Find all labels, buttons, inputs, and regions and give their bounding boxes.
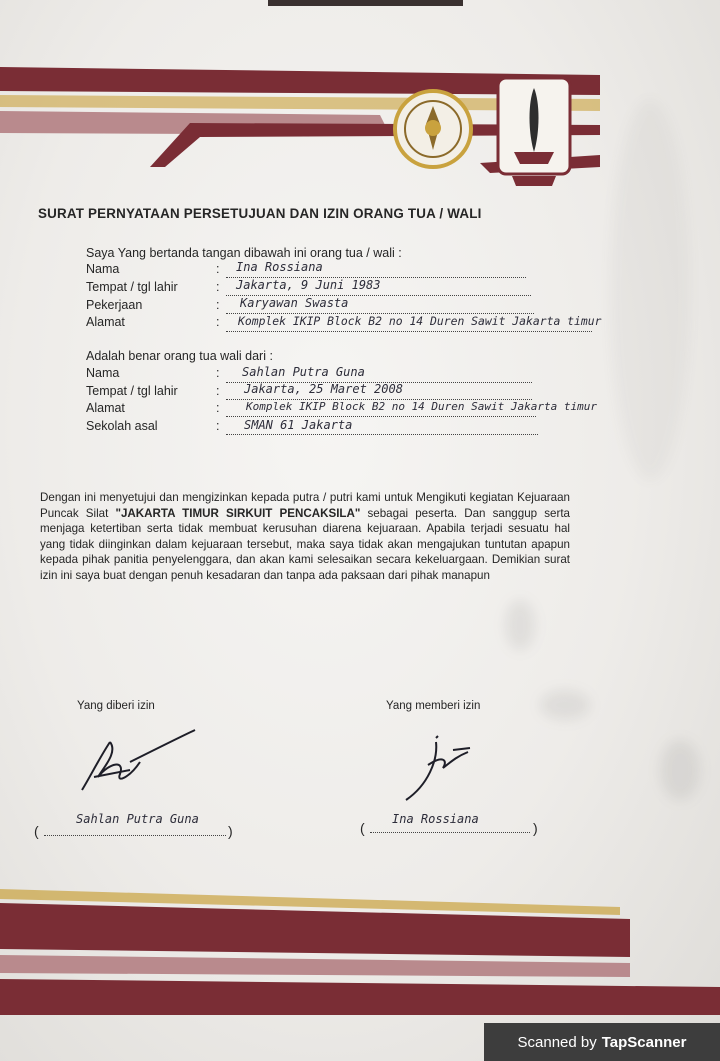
parent-name-value: Ina Rossiana <box>236 260 323 274</box>
colon: : <box>216 298 220 312</box>
dotted-line <box>226 331 592 332</box>
statement-paragraph <box>40 490 570 584</box>
child-address-value: Komplek IKIP Block B2 no 14 Duren Sawit Jakarta timur <box>246 400 597 413</box>
open-paren: ( <box>360 820 365 836</box>
scanner-brand: TapScanner <box>601 1033 687 1051</box>
child-intro-text: Adalah benar orang tua wali dari : <box>86 349 273 363</box>
child-birth-value: Jakarta, 25 Maret 2008 <box>244 382 403 396</box>
parent-name-label: Nama <box>86 262 120 276</box>
signature-left-title: Yang diberi izin <box>77 700 155 712</box>
child-address-label: Alamat <box>86 401 125 415</box>
statement-part1: Dengan ini menyetujui dan mengizinkan kepada putra / putri kami untuk Mengikuti kegiatan Kejuaraan Puncak Silat <box>40 491 570 520</box>
parent-address-label: Alamat <box>86 315 125 329</box>
colon: : <box>216 315 220 329</box>
top-edge <box>268 0 463 6</box>
child-school-label: Sekolah asal <box>86 419 158 433</box>
footer-band <box>0 885 720 1015</box>
parent-birth-label: Tempat / tgl lahir <box>86 280 178 294</box>
colon: : <box>216 280 220 294</box>
colon: : <box>216 262 220 276</box>
signature-right-name: Ina Rossiana <box>392 812 479 826</box>
header-band <box>0 55 720 205</box>
document-title: SURAT PERNYATAAN PERSETUJUAN DAN IZIN ORANG TUA / WALI <box>38 206 482 221</box>
close-paren: ) <box>228 823 233 839</box>
colon: : <box>216 384 220 398</box>
colon: : <box>216 366 220 380</box>
child-school-value: SMAN 61 Jakarta <box>244 418 353 432</box>
colon: : <box>216 401 220 415</box>
stain <box>660 740 700 800</box>
signature-left <box>70 722 210 802</box>
child-name-value: Sahlan Putra Guna <box>242 365 365 379</box>
dotted-line <box>226 416 536 417</box>
scanner-prefix: Scanned by <box>517 1033 597 1051</box>
intro-text: Saya Yang bertanda tangan dibawah ini orang tua / wali : <box>86 246 402 260</box>
signature-right <box>398 730 488 810</box>
statement-part2: sebagai peserta. Dan sanggup serta menjaga ketertiban serta tidak membuat kerusuhan diarena kejuaraan. Apabila terjadi sesuatu hal yang tidak diinginkan dalam kejuaraan tersebut, maka saya tidak akan mengajukan tuntutan apapun kepada pihak panitia penyelenggara, dan akan kami selesaikan secara kekeluargaan. Demikian surat izin ini saya buat dengan penuh kesadaran dan tanpa ada paksaan dari pihak manapun <box>40 506 570 582</box>
dotted-line <box>226 434 538 435</box>
signature-right-title: Yang memberi izin <box>386 700 481 712</box>
colon: : <box>216 419 220 433</box>
open-paren: ( <box>34 823 39 839</box>
parent-job-label: Pekerjaan <box>86 298 143 312</box>
stain <box>540 690 590 720</box>
child-name-label: Nama <box>86 366 120 380</box>
emblem-logo-right <box>488 72 580 190</box>
parent-address-value: Komplek IKIP Block B2 no 14 Duren Sawit Jakarta timur <box>238 314 602 328</box>
signature-left-name: Sahlan Putra Guna <box>76 812 199 826</box>
dotted-line <box>370 832 530 833</box>
parent-job-value: Karyawan Swasta <box>240 296 349 310</box>
scanner-watermark <box>484 1023 720 1061</box>
stain <box>505 600 535 650</box>
child-birth-label: Tempat / tgl lahir <box>86 384 178 398</box>
event-name: "JAKARTA TIMUR SIRKUIT PENCAKSILA" <box>115 506 361 520</box>
emblem-logo-left <box>392 88 474 170</box>
dotted-line <box>44 835 226 836</box>
parent-birth-value: Jakarta, 9 Juni 1983 <box>236 278 381 292</box>
close-paren: ) <box>533 820 538 836</box>
